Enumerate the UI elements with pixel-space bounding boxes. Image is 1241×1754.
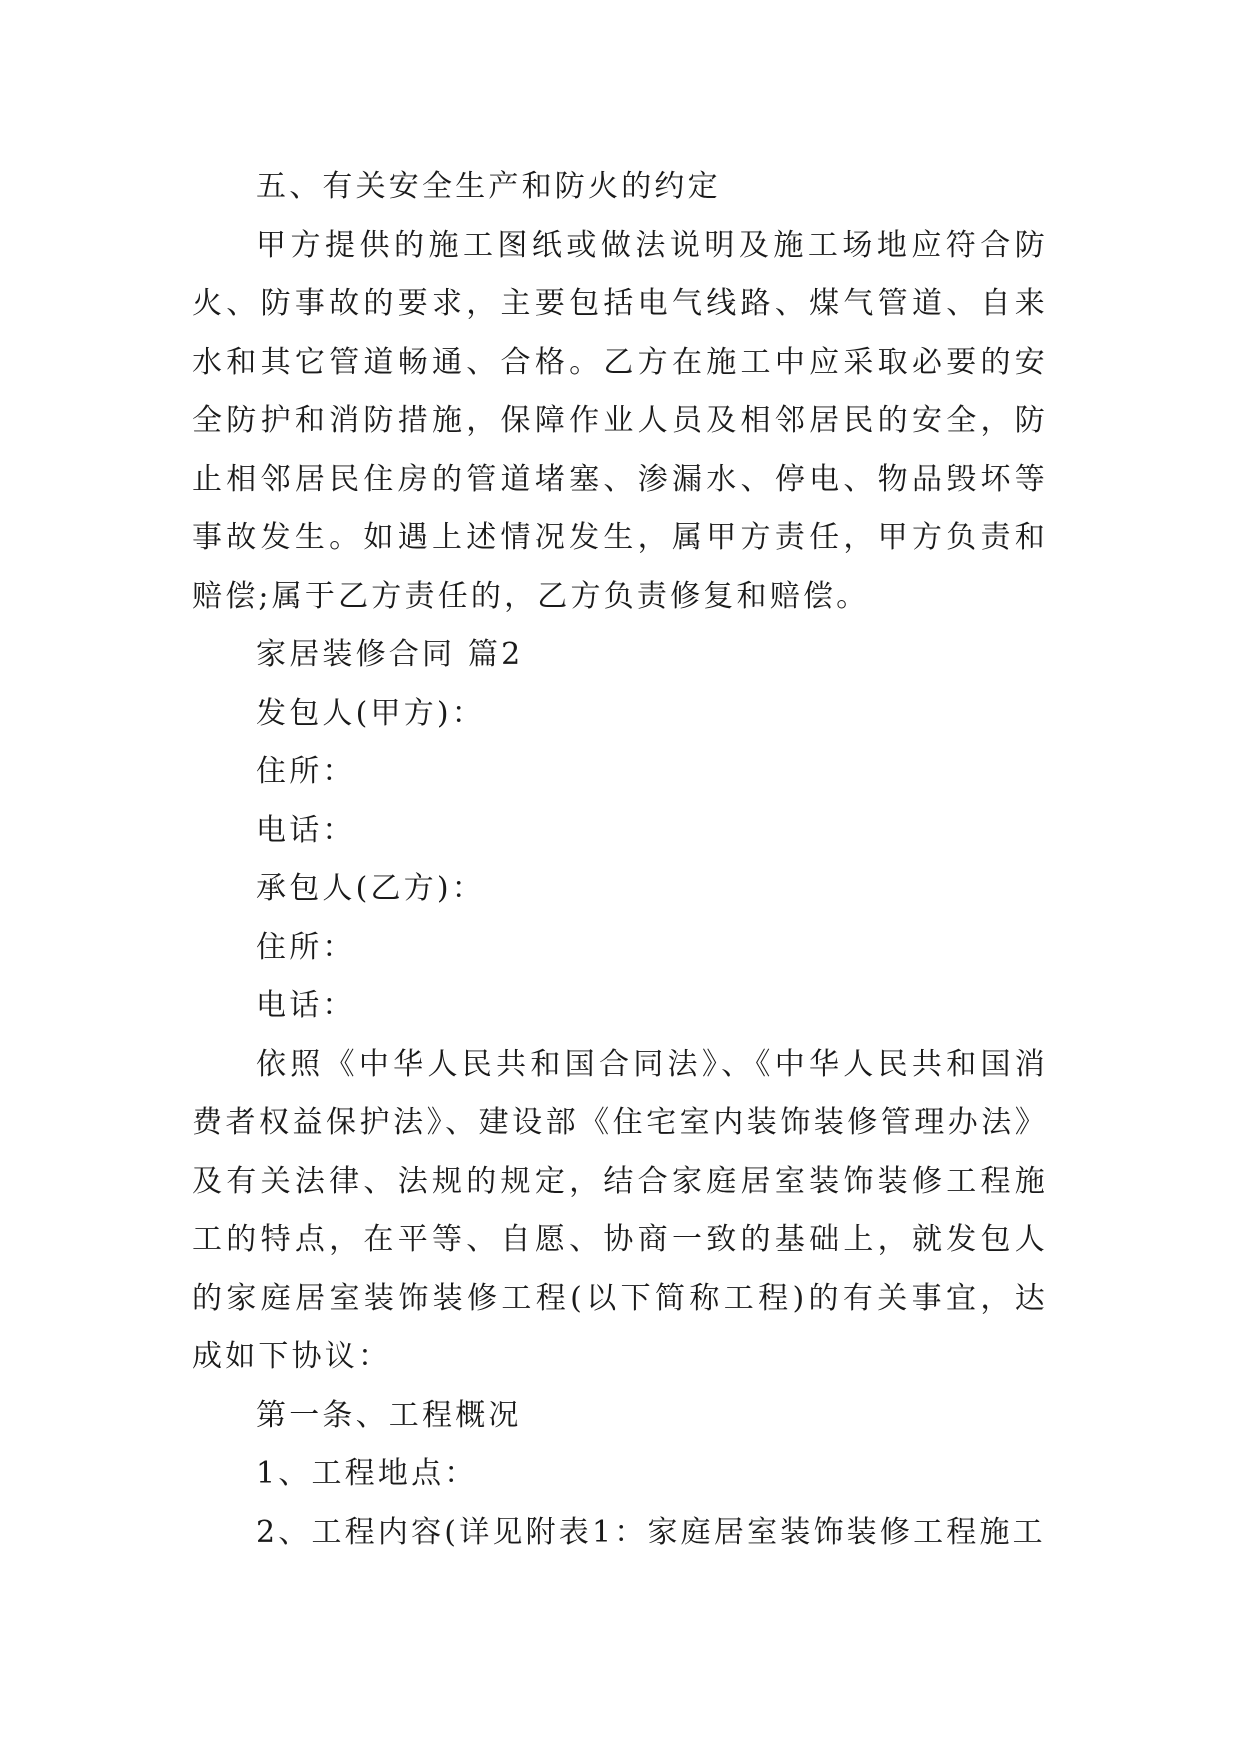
contract-title: 家居装修合同 篇2 xyxy=(256,637,524,672)
paragraph-safety-terms: 甲方提供的施工图纸或做法说明及施工场地应符合防火、防事故的要求，主要包括电气线路、煤气管道、自来水和其它管道畅通、合格。乙方在施工中应采取必要的安全防护和消防措施，保障作业人员及相邻居民的安全，防止相邻居民住房的管道堵塞、渗漏水、停电、物品毁坏等事故发生。如遇上述情况发生，属甲方责任，甲方负责和赔偿;属于乙方责任的，乙方负责修复和赔偿。 xyxy=(192,227,1048,614)
article-one-heading: 第一条、工程概况 xyxy=(256,1397,522,1433)
item-project-location: 1、工程地点： xyxy=(256,1456,478,1491)
party-b-address-label: 住所： xyxy=(256,929,356,965)
party-b-label: 承包人(乙方)： xyxy=(256,871,486,906)
item-project-content: 2、工程内容(详见附表1：家庭居室装饰装修工程施工 xyxy=(256,1514,1046,1550)
section-heading-safety: 五、有关安全生产和防火的约定 xyxy=(256,169,721,204)
party-a-address-label: 住所： xyxy=(256,754,356,789)
party-b-phone-label: 电话： xyxy=(256,988,356,1023)
party-a-label: 发包人(甲方)： xyxy=(256,695,486,731)
paragraph-legal-basis: 依照《中华人民共和国合同法》、《中华人民共和国消费者权益保护法》、建设部《住宅室内装饰装修管理办法》及有关法律、法规的规定，结合家庭居室装饰装修工程施工的特点，在平等、自愿、协商一致的基础上，就发包人的家庭居室装饰装修工程(以下简称工程)的有关事宜，达成如下协议： xyxy=(192,1046,1048,1374)
party-a-phone-label: 电话： xyxy=(256,812,356,848)
document-body xyxy=(192,158,1048,1562)
